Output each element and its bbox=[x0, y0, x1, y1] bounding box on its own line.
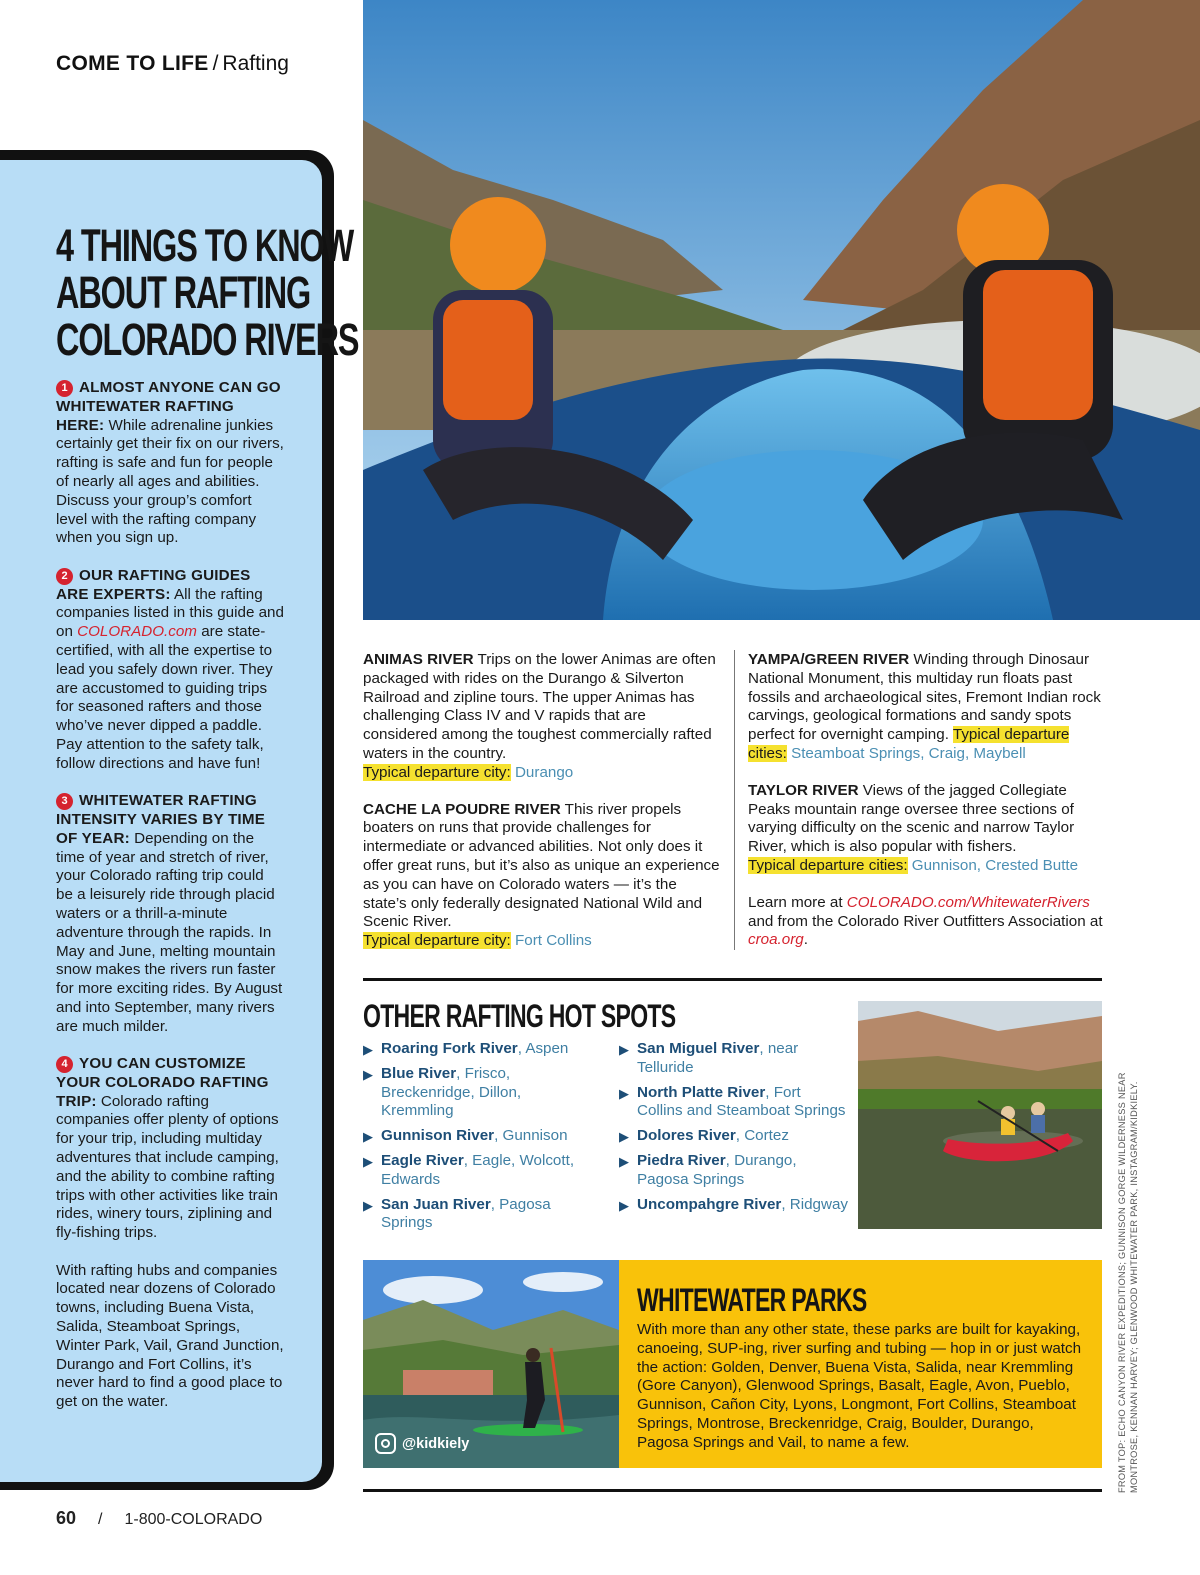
colorado-link[interactable]: COLORADO.com bbox=[77, 623, 197, 641]
list-item: ▶ Uncompahgre River, Ridgway bbox=[619, 1196, 849, 1215]
section-divider bbox=[363, 978, 1102, 981]
tip-3: 3 WHITEWATER RAFTING INTENSITY VARIES BY TIME OF YEAR: Depending on the time of year and stretch of river, your Colorado rafting trip could be a leisurely ride through placid waters or a thrill-a-minute adventure through the rapids. In May and June, melting mountain snow makes the rivers run faster for more exciting rides. By August and into September, many rivers are much milder. bbox=[56, 792, 283, 1035]
list-item: ▶ North Platte River, Fort Collins and Steamboat Springs bbox=[619, 1083, 846, 1120]
list-item: ▶ Eagle River, Eagle, Wolcott, Edwards bbox=[363, 1151, 575, 1188]
triangle-bullet-icon: ▶ bbox=[619, 1197, 629, 1213]
departure-label: Typical departure cities: bbox=[748, 856, 908, 874]
triangle-bullet-icon: ▶ bbox=[363, 1129, 373, 1145]
tip-number-badge: 1 bbox=[56, 380, 73, 397]
kayak-photo bbox=[858, 1001, 1102, 1229]
list-item: ▶ Piedra River, Durango, Pagosa Springs bbox=[619, 1151, 797, 1188]
departure-cities: Gunnison, Crested Butte bbox=[911, 856, 1079, 874]
section-topic: Rafting bbox=[222, 52, 289, 75]
whitewater-parks-title: WHITEWATER PARKS bbox=[637, 1282, 867, 1318]
tips-list bbox=[56, 379, 284, 1431]
river-entry: TAYLOR RIVER Views of the jagged Collegiate Peaks mountain range oversee three sections of varying difficulty on the scenic and narrow Taylor River, which is also popular with fishers. Typical departure cities: Gunnison, Crested Butte bbox=[748, 781, 1079, 874]
triangle-bullet-icon: ▶ bbox=[619, 1129, 629, 1145]
departure-label: Typical departure city: bbox=[363, 763, 511, 781]
list-item: ▶ Blue River, Frisco, Breckenridge, Dillon, Kremmling bbox=[363, 1064, 522, 1120]
tip-2: 2 OUR RAFTING GUIDES ARE EXPERTS: All the rafting companies listed in this guide and on COLORADO.com are state-certified, with all the expertise to lead you safely down river. They are accustomed to guiding trips for seasoned rafters and those who’ve never dipped a paddle. Pay attention to the safety talk, follow directions and have fun! bbox=[56, 566, 284, 772]
rivers-left-column bbox=[363, 651, 723, 969]
hot-spots-list-b bbox=[619, 1040, 849, 1220]
hot-spots-title: OTHER RAFTING HOT SPOTS bbox=[363, 998, 676, 1034]
departure-cities: Steamboat Springs, Craig, Maybell bbox=[791, 744, 1026, 762]
rivers-right-column bbox=[748, 651, 1108, 968]
list-item: ▶ Roaring Fork River, Aspen bbox=[363, 1040, 593, 1059]
list-item: ▶ San Miguel River, near Telluride bbox=[619, 1040, 799, 1076]
tip-number-badge: 4 bbox=[56, 1056, 73, 1073]
river-entry: CACHE LA POUDRE RIVER This river propels boaters on runs that provide challenges for intermediate or advanced abilities. Not only does it offer great runs, but it’s also as unique an experience as you can have on Colorado waters — it’s the state’s only federally designated National Wild and Scenic River. Typical departure city: Fort Collins bbox=[363, 800, 720, 950]
instagram-icon bbox=[375, 1433, 396, 1454]
learn-more: Learn more at COLORADO.com/WhitewaterRivers and from the Colorado River Outfitters Association at croa.org. bbox=[748, 893, 1103, 949]
tip-number-badge: 2 bbox=[56, 568, 73, 585]
departure-cities: Fort Collins bbox=[514, 932, 592, 950]
triangle-bullet-icon: ▶ bbox=[619, 1085, 629, 1101]
instagram-handle: @kidkiely bbox=[402, 1435, 470, 1452]
tip-4: 4 YOU CAN CUSTOMIZE YOUR COLORADO RAFTING TRIP: Colorado rafting companies offer plenty of options for your trip, including multiday adventures that include camping, and the ability to combine rafting trips with other activities like train rides, winery tours, ziplining and fly-fishing trips. bbox=[56, 1055, 279, 1242]
phone-number: 1-800-COLORADO bbox=[124, 1511, 263, 1528]
triangle-bullet-icon: ▶ bbox=[619, 1153, 629, 1169]
section-label: COME TO LIFE bbox=[56, 52, 209, 75]
river-entry: YAMPA/GREEN RIVER Winding through Dinosaur National Monument, this multiday run floats past fossils and archaeological sites, Fremont Indian rock carvings, geological formations and sandy spots perfect for overnight camping. Typical departure cities: Steamboat Springs, Craig, Maybell bbox=[748, 651, 1101, 762]
departure-label: Typical departure city: bbox=[363, 932, 511, 950]
page-footer: 60 / 1-800-COLORADO bbox=[56, 1508, 263, 1528]
sidebar-closing: With rafting hubs and companies located near dozens of Colorado towns, including Buena Vista, Salida, Steamboat Springs, Winter Park, Vail, Grand Junction, Durango and Fort Collins, it’s never hard to find a good place to get on the water. bbox=[56, 1261, 284, 1411]
hero-rafting-photo bbox=[363, 0, 1200, 620]
departure-label: Typical departure cities: bbox=[748, 726, 1070, 762]
triangle-bullet-icon: ▶ bbox=[363, 1197, 373, 1213]
instagram-credit bbox=[375, 1433, 469, 1454]
section-header: COME TO LIFE / Rafting bbox=[56, 52, 289, 75]
hot-spots-list-a bbox=[363, 1040, 593, 1239]
whitewater-rivers-link[interactable]: COLORADO.com/WhitewaterRivers bbox=[846, 893, 1090, 911]
tip-number-badge: 3 bbox=[56, 793, 73, 810]
triangle-bullet-icon: ▶ bbox=[363, 1066, 373, 1082]
list-item: ▶ Dolores River, Cortez bbox=[619, 1127, 849, 1146]
bottom-divider bbox=[363, 1489, 1102, 1492]
photo-credits: FROM TOP: ECHO CANYON RIVER EXPEDITIONS; GUNNISON GORGE WILDERNESS NEAR MONTROSE, KENNAN HARVEY; GLENWOOD WHITEWATER PARK, INSTAGRAM/KIDKIELY. bbox=[1117, 1072, 1139, 1493]
whitewater-parks-text: With more than any other state, these parks are built for kayaking, canoeing, SUP-ing, river surfing and tubing — hop in or just watch the action: Golden, Denver, Buena Vista, Salida, near Kremmling (Gore Canyon), Glenwood Springs, Basalt, Eagle, Avon, Pueblo, Gunnison, Cañon City, Lyons, Longmont, Fort Collins, Steamboat Springs, Montrose, Breckenridge, Craig, Boulder, Durango, Pagosa Springs and Vail, to name a few. bbox=[637, 1321, 1082, 1451]
list-item: ▶ Gunnison River, Gunnison bbox=[363, 1127, 593, 1146]
list-item: ▶ San Juan River, Pagosa Springs bbox=[363, 1195, 551, 1232]
page-number: 60 bbox=[56, 1508, 77, 1528]
sidebar-title: 4 THINGS TO KNOW ABOUT RAFTING COLORADO RIVERS bbox=[56, 220, 359, 365]
triangle-bullet-icon: ▶ bbox=[363, 1153, 373, 1169]
river-entry: ANIMAS RIVER Trips on the lower Animas are often packaged with rides on the Durango & Silverton Railroad and zipline tours. The upper Animas has challenging Class IV and V rapids that are considered among the toughest commercially rafted waters in the country. Typical departure city: Durango bbox=[363, 651, 716, 781]
tip-1: 1 ALMOST ANYONE CAN GO WHITEWATER RAFTING HERE: While adrenaline junkies certainly get their fix on our rivers, rafting is safe and fun for people of nearly all ages and abilities. Discuss your group’s comfort level with the rafting company when you sign up. bbox=[56, 379, 284, 547]
triangle-bullet-icon: ▶ bbox=[363, 1042, 373, 1057]
croa-link[interactable]: croa.org bbox=[748, 931, 804, 949]
departure-cities: Durango bbox=[514, 763, 574, 781]
column-divider bbox=[734, 650, 735, 950]
triangle-bullet-icon: ▶ bbox=[619, 1042, 629, 1057]
